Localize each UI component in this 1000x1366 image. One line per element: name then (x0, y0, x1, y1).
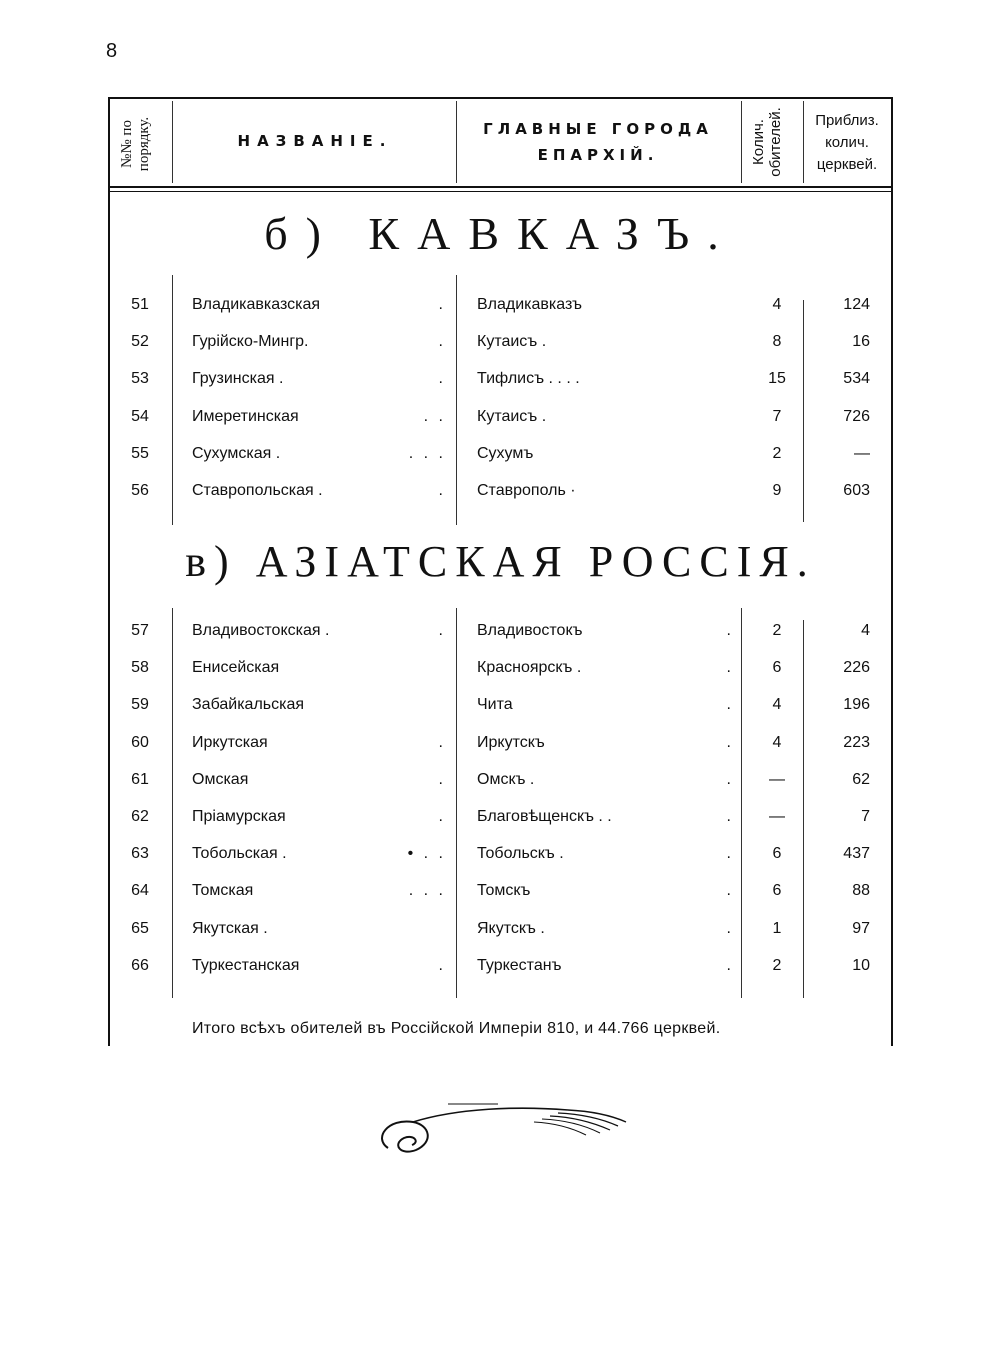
name-leader-dots: . (438, 808, 446, 825)
table-row (0, 659, 1000, 689)
city-leader-dots: . (726, 808, 734, 825)
monastery-count: 6 (772, 882, 782, 900)
section-title-asian-russia: в) АЗIАТСКАЯ РОССIЯ. (185, 537, 816, 586)
church-count: 88 (852, 882, 870, 900)
church-count: 10 (852, 956, 870, 974)
eparchy-name: Туркестанская (192, 956, 300, 974)
name-leader-dots: . . . (408, 882, 446, 900)
header-divider-num (172, 101, 173, 183)
row-number: 52 (131, 333, 149, 351)
main-city: Сухумъ (477, 444, 534, 462)
table-row (0, 370, 1000, 400)
header-divider-count (803, 101, 804, 183)
name-leader-dots: . (438, 482, 446, 499)
church-count: 62 (852, 770, 870, 788)
eparchy-name: Омская (192, 770, 249, 788)
monastery-count: 4 (772, 696, 782, 714)
header-city-line2: ЕПАРХIЙ. (537, 146, 659, 164)
church-count: 603 (843, 482, 870, 499)
city-leader-dots: . (726, 882, 734, 900)
total-summary: Итого всѣхъ обителей въ Россiйской Имперiи 810, и 44.766 церквей. (192, 1020, 721, 1037)
monastery-count: 4 (772, 733, 782, 751)
main-city: Кутаисъ . (477, 333, 547, 351)
eparchy-name: Грузинская . (192, 370, 284, 388)
eparchy-name: Имеретинская (192, 407, 299, 425)
church-count: 16 (852, 333, 870, 351)
monastery-count: 4 (772, 296, 782, 313)
header-number-line2: порядку. (136, 116, 153, 172)
city-leader-dots: . (726, 659, 734, 677)
header-city-line1: ГЛАВНЫЕ ГОРОДА (483, 120, 713, 138)
header-divider-city (741, 101, 742, 183)
church-count: 437 (843, 845, 870, 863)
monastery-count: — (769, 770, 785, 788)
main-city: Кутаисъ . (477, 407, 547, 425)
eparchy-name: Владивостокская . (192, 622, 330, 639)
church-count: 726 (843, 407, 870, 425)
monastery-count: 6 (772, 845, 782, 863)
name-leader-dots: . . . (408, 444, 446, 462)
church-count: 226 (843, 659, 870, 677)
row-number: 59 (131, 696, 149, 714)
city-leader-dots: . (726, 770, 734, 788)
header-churches (806, 110, 888, 176)
row-number: 58 (131, 659, 149, 677)
city-leader-dots: . (726, 845, 734, 863)
table-row (0, 622, 1000, 652)
table-row (0, 920, 1000, 950)
city-leader-dots: . (726, 733, 734, 751)
monastery-count: 15 (768, 370, 786, 388)
row-number: 51 (131, 296, 149, 313)
table-row (0, 333, 1000, 363)
table-row (0, 296, 1000, 326)
name-leader-dots: . . (423, 407, 446, 425)
main-city: Якутскъ . (477, 919, 545, 937)
city-leader-dots: . (726, 622, 734, 639)
name-leader-dots: . (438, 956, 446, 974)
church-count: — (854, 444, 870, 462)
eparchy-name: Ставропольская . (192, 482, 323, 499)
main-city: Туркестанъ (477, 956, 562, 974)
header-bottom-rule-thin (108, 191, 893, 192)
table-row (0, 845, 1000, 875)
monastery-count: 2 (772, 956, 782, 974)
page-number: 8 (106, 40, 118, 62)
monastery-count: 7 (772, 407, 782, 425)
header-count-line2: обителей. (767, 107, 785, 177)
row-number: 65 (131, 919, 149, 937)
monastery-count: 9 (772, 482, 782, 499)
table-row (0, 882, 1000, 912)
header-count (750, 97, 794, 187)
church-count: 196 (843, 696, 870, 714)
ornament-flourish-icon (368, 1098, 638, 1168)
row-number: 57 (131, 622, 149, 639)
row-number: 56 (131, 482, 149, 499)
main-city: Владивостокъ (477, 622, 583, 639)
main-city: Владикавказъ (477, 296, 582, 313)
main-city: Тобольскъ . (477, 845, 564, 863)
section-title-caucasus: б) КАВКАЗЪ. (264, 208, 737, 259)
table-row (0, 771, 1000, 801)
header-count-line1: Колич. (750, 119, 767, 165)
church-count: 7 (861, 808, 870, 825)
monastery-count: 6 (772, 659, 782, 677)
main-city: Благовѣщенскъ . . (477, 808, 612, 825)
church-count: 4 (861, 622, 870, 639)
monastery-count: 1 (772, 919, 782, 937)
table-row (0, 696, 1000, 726)
eparchy-name: Тобольская . (192, 845, 287, 863)
row-number: 62 (131, 808, 149, 825)
eparchy-name: Прiамурская (192, 808, 286, 825)
row-number: 63 (131, 845, 149, 863)
row-number: 55 (131, 444, 149, 462)
name-leader-dots: . (438, 333, 446, 351)
row-number: 64 (131, 882, 149, 900)
header-number-line1: №№ по (119, 120, 135, 168)
eparchy-name: Иркутская (192, 733, 268, 751)
table-row (0, 808, 1000, 838)
name-leader-dots: . (438, 370, 446, 388)
city-leader-dots: . (726, 956, 734, 974)
main-city: Омскъ . (477, 770, 535, 788)
church-count: 534 (843, 370, 870, 388)
row-number: 66 (131, 956, 149, 974)
main-city: Тифлисъ . . . . (477, 370, 580, 388)
header-churches-line1: Приблиз. (815, 112, 879, 129)
table-row (0, 445, 1000, 475)
eparchy-name: Томская (192, 882, 254, 900)
header-number (119, 99, 163, 189)
table-row (0, 408, 1000, 438)
main-city: Чита (477, 696, 513, 714)
header-churches-line3: церквей. (816, 156, 878, 173)
name-leader-dots: . (438, 622, 446, 639)
eparchy-name: Владикавказская (192, 296, 321, 313)
name-leader-dots: . (438, 733, 446, 751)
city-leader-dots: . (726, 696, 734, 714)
eparchy-name: Гурiйско-Мингр. (192, 333, 309, 351)
row-number: 60 (131, 733, 149, 751)
header-name: НАЗВАНIЕ. (237, 132, 393, 150)
eparchy-name: Сухумская . (192, 444, 281, 462)
eparchy-name: Енисейская (192, 659, 280, 677)
eparchy-name: Забайкальская (192, 696, 305, 714)
name-leader-dots: . (438, 296, 446, 313)
church-count: 97 (852, 919, 870, 937)
name-leader-dots: • . . (407, 845, 446, 863)
monastery-count: — (769, 808, 785, 825)
main-city: Красноярскъ . (477, 659, 582, 677)
name-leader-dots: . (438, 770, 446, 788)
eparchy-name: Якутская . (192, 919, 268, 937)
main-city: Иркутскъ (477, 733, 545, 751)
city-leader-dots: . (726, 919, 734, 937)
main-city: Ставрополь · (477, 482, 576, 499)
church-count: 124 (843, 296, 870, 313)
main-city: Томскъ (477, 882, 531, 900)
church-count: 223 (843, 733, 870, 751)
table-row (0, 957, 1000, 987)
row-number: 61 (131, 770, 149, 788)
row-number: 54 (131, 407, 149, 425)
row-number: 53 (131, 370, 149, 388)
monastery-count: 2 (772, 622, 782, 639)
table-row (0, 482, 1000, 512)
header-churches-line2: колич. (825, 134, 869, 151)
header-city (462, 116, 734, 168)
header-divider-name (456, 101, 457, 183)
monastery-count: 8 (772, 333, 782, 351)
monastery-count: 2 (772, 444, 782, 462)
table-row (0, 734, 1000, 764)
